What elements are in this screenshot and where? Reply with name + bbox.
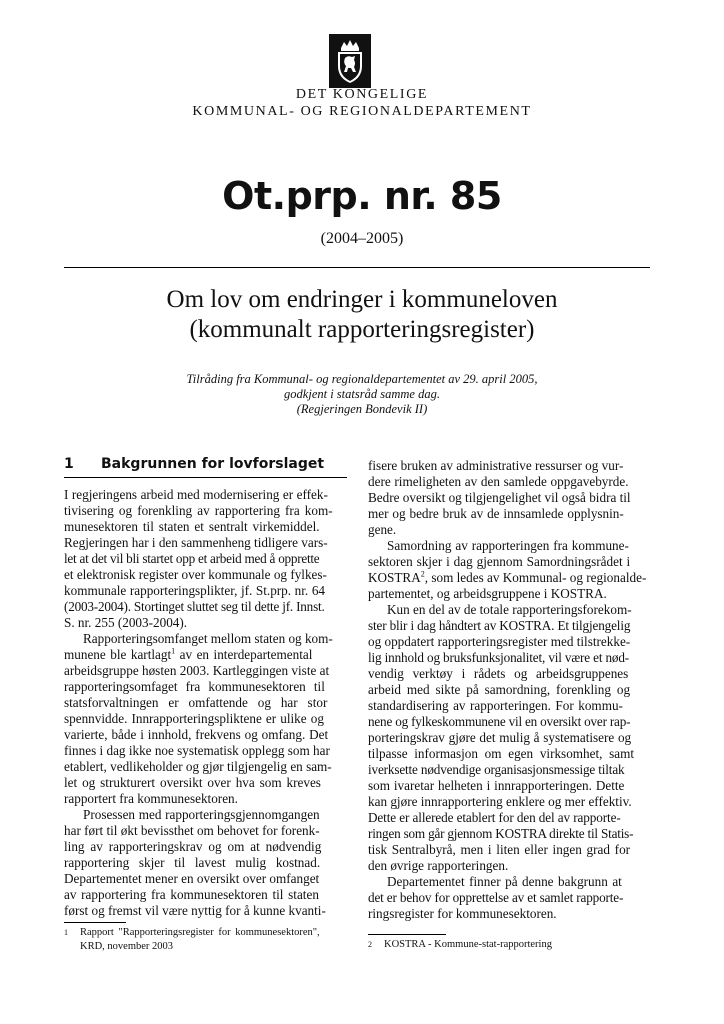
body-line: det er behov for opprettelse av et samlet rapporte-: [368, 890, 624, 905]
body-line: statsforvaltningen er omfattende og har stor: [64, 695, 328, 710]
footnote-2-mark: 2: [368, 940, 372, 949]
session-years: (2004–2005): [320, 230, 404, 247]
section-heading-rule: [64, 477, 347, 478]
body-line: Bedre oversikt og tilgjengelighet vil også bidra til: [368, 490, 631, 505]
body-line: varierte, både i innhold, frekvens og omfang. Det: [64, 727, 329, 742]
footnote-ref-1: 1: [171, 646, 176, 656]
footnote-1-mark: 1: [64, 928, 68, 937]
body-line: partementet, og arbeidsgruppene i KOSTRA.: [368, 586, 607, 601]
department-line-1: DET KONGELIGE: [295, 87, 429, 102]
body-line: kan gjøre innrapportering enklere og mer effektiv.: [368, 794, 632, 809]
body-line: et elektronisk register over kommunale og fylkes-: [64, 567, 327, 582]
section-title: Bakgrunnen for lovforslaget: [101, 456, 325, 472]
body-line: den øvrige rapporteringen.: [368, 858, 509, 873]
body-line: rapporteringsomfaget fra kommunesektoren til: [64, 679, 325, 694]
body-line: porteringskrav gjøre det mulig å systematisere og: [368, 730, 632, 745]
body-line: ster blir i dag håndtert av KOSTRA. Et tilgjengelig: [368, 618, 631, 633]
body-line: finnes i dag ikke noe systematisk opplegg som har: [64, 743, 330, 758]
body-line: tilpasse informasjon om egen virksomhet, samt: [368, 746, 635, 761]
body-line: Departementet finner på denne bakgrunn at: [387, 874, 622, 889]
subtitle-line-3: (Regjeringen Bondevik II): [296, 402, 428, 416]
body-line: tisk Sentralbyrå, men i liten eller ingen grad for: [368, 842, 631, 857]
footnote-rule-left: [64, 922, 126, 923]
footnote-rule-right: [368, 934, 446, 935]
body-line: KOSTRA$^2$, som ledes av Kommunal- og regionalde-: [368, 569, 647, 585]
body-line: kommunale rapporteringsplikter, jf. St.prp. nr. 64: [64, 583, 326, 598]
body-line: Rapporteringsomfanget mellom staten og kom-: [83, 631, 333, 646]
footnote-2: [368, 938, 552, 952]
coat-of-arms-icon: [329, 34, 371, 88]
subtitle-line-1: Tilråding fra Kommunal- og regionaldepartementet av 29. april 2005,: [186, 372, 538, 386]
body-line: rapportering skjer til lavest mulig kostnad.: [64, 855, 321, 870]
body-line: gene.: [368, 522, 397, 537]
body-line: som ivaretar helheten i innrapporteringen. Dette: [368, 778, 625, 793]
subtitle-line-2: godkjent i statsråd samme dag.: [284, 387, 440, 401]
body-line: munene ble kartlagt$^1$ av en interdepartemental: [64, 646, 313, 662]
body-line: Samordning av rapporteringen fra kommune-: [387, 538, 629, 553]
body-line: og oppdatert rapporteringsregister med tilstrekke-: [368, 634, 631, 649]
body-line: ringen som går gjennom KOSTRA direkte til Statis-: [368, 826, 634, 841]
footnote-1-line-1: Rapport "Rapporteringsregister for kommunesektoren",: [80, 927, 320, 938]
section-heading: [64, 456, 354, 472]
body-line: munesektoren til staten et sentralt virkemiddel.: [64, 519, 320, 534]
body-line: Prosessen med rapporteringsgjennomgangen: [83, 807, 320, 822]
footnote-1: [64, 926, 320, 940]
footnote-ref-2: 2: [420, 569, 425, 579]
body-line: standardisering av rapporteringen. For kommu-: [368, 698, 623, 713]
body-line: Dette er allerede etablert for den del av rapporte-: [368, 810, 621, 825]
body-line: S. nr. 255 (2003-2004).: [64, 615, 188, 630]
body-line: iverksette nødvendige organisasjonsmessige tiltak: [368, 762, 625, 777]
body-line: ringsregister for kommunesektoren.: [368, 906, 557, 921]
body-line: arbeidsgruppe høsten 2003. Kartleggingen viste at: [64, 663, 330, 678]
body-line: Kun en del av de totale rapporteringsforekom-: [387, 602, 632, 617]
body-line: av rapportering fra kommunesektoren til staten: [64, 887, 319, 902]
document-title-line-2: (kommunalt rapporteringsregister): [189, 316, 535, 343]
document-number: Ot.prp. nr. 85: [222, 174, 502, 218]
body-line: rapportert fra kommunesektoren.: [64, 791, 238, 806]
body-line: fisere bruken av administrative ressurser og vur-: [368, 458, 624, 473]
body-line: vendig verktøy i rådets og arbeidsgruppenes: [368, 666, 629, 681]
body-line: har ført til økt bevissthet om behovet for forenk-: [64, 823, 320, 838]
body-line: nene og fylkeskommunene vil en oversikt over rap-: [368, 714, 631, 729]
document-title-line-1: Om lov om endringer i kommuneloven: [166, 286, 558, 313]
footnote-1-line-2: KRD, november 2003: [80, 941, 174, 952]
body-line: først og fremst vil være nyttig for å kunne kvanti-: [64, 903, 326, 918]
body-line: sektoren skjer i dag gjennom Samordningsrådet i: [368, 554, 631, 569]
title-divider: [64, 267, 650, 268]
footnote-2-text: KOSTRA - Kommune-stat-rapportering: [384, 939, 552, 950]
body-line: lig innhold og bruksfunksjonalitet, vil være et nød-: [368, 650, 630, 665]
body-line: mer og bedre bruk av de innsamlede opplysnin-: [368, 506, 624, 521]
body-line: spennvidde. Innrapporteringspliktene er ulike og: [64, 711, 324, 726]
body-line: etablert, vedlikeholder og gjør tilgjengelig en sam-: [64, 759, 332, 774]
body-line: dere rimeligheten av den samlede oppgavebyrde.: [368, 474, 629, 489]
section-number: 1: [64, 456, 74, 472]
body-line: let og strukturert oversikt over hva som kreves: [64, 775, 321, 790]
body-line: tivisering og forenkling av rapportering fra kom-: [64, 503, 333, 518]
body-line: ling av rapporteringskrav og om at nødvendig: [64, 839, 322, 854]
body-line: I regjeringens arbeid med modernisering er effek-: [64, 487, 328, 502]
body-line: Regjeringen har i den sammenheng tidligere vars-: [64, 535, 328, 550]
body-line: arbeid med sikte på samordning, forenkling og: [368, 682, 631, 697]
body-line: (2003-2004). Stortinget sluttet seg til dette jf. Innst.: [64, 599, 325, 614]
body-line: Departementet mener en oversikt over omfanget: [64, 871, 320, 886]
body-line: let at det vil bli startet opp et arbeid med å opprette: [64, 551, 320, 566]
department-line-2: KOMMUNAL- OG REGIONALDEPARTEMENT: [192, 104, 532, 119]
